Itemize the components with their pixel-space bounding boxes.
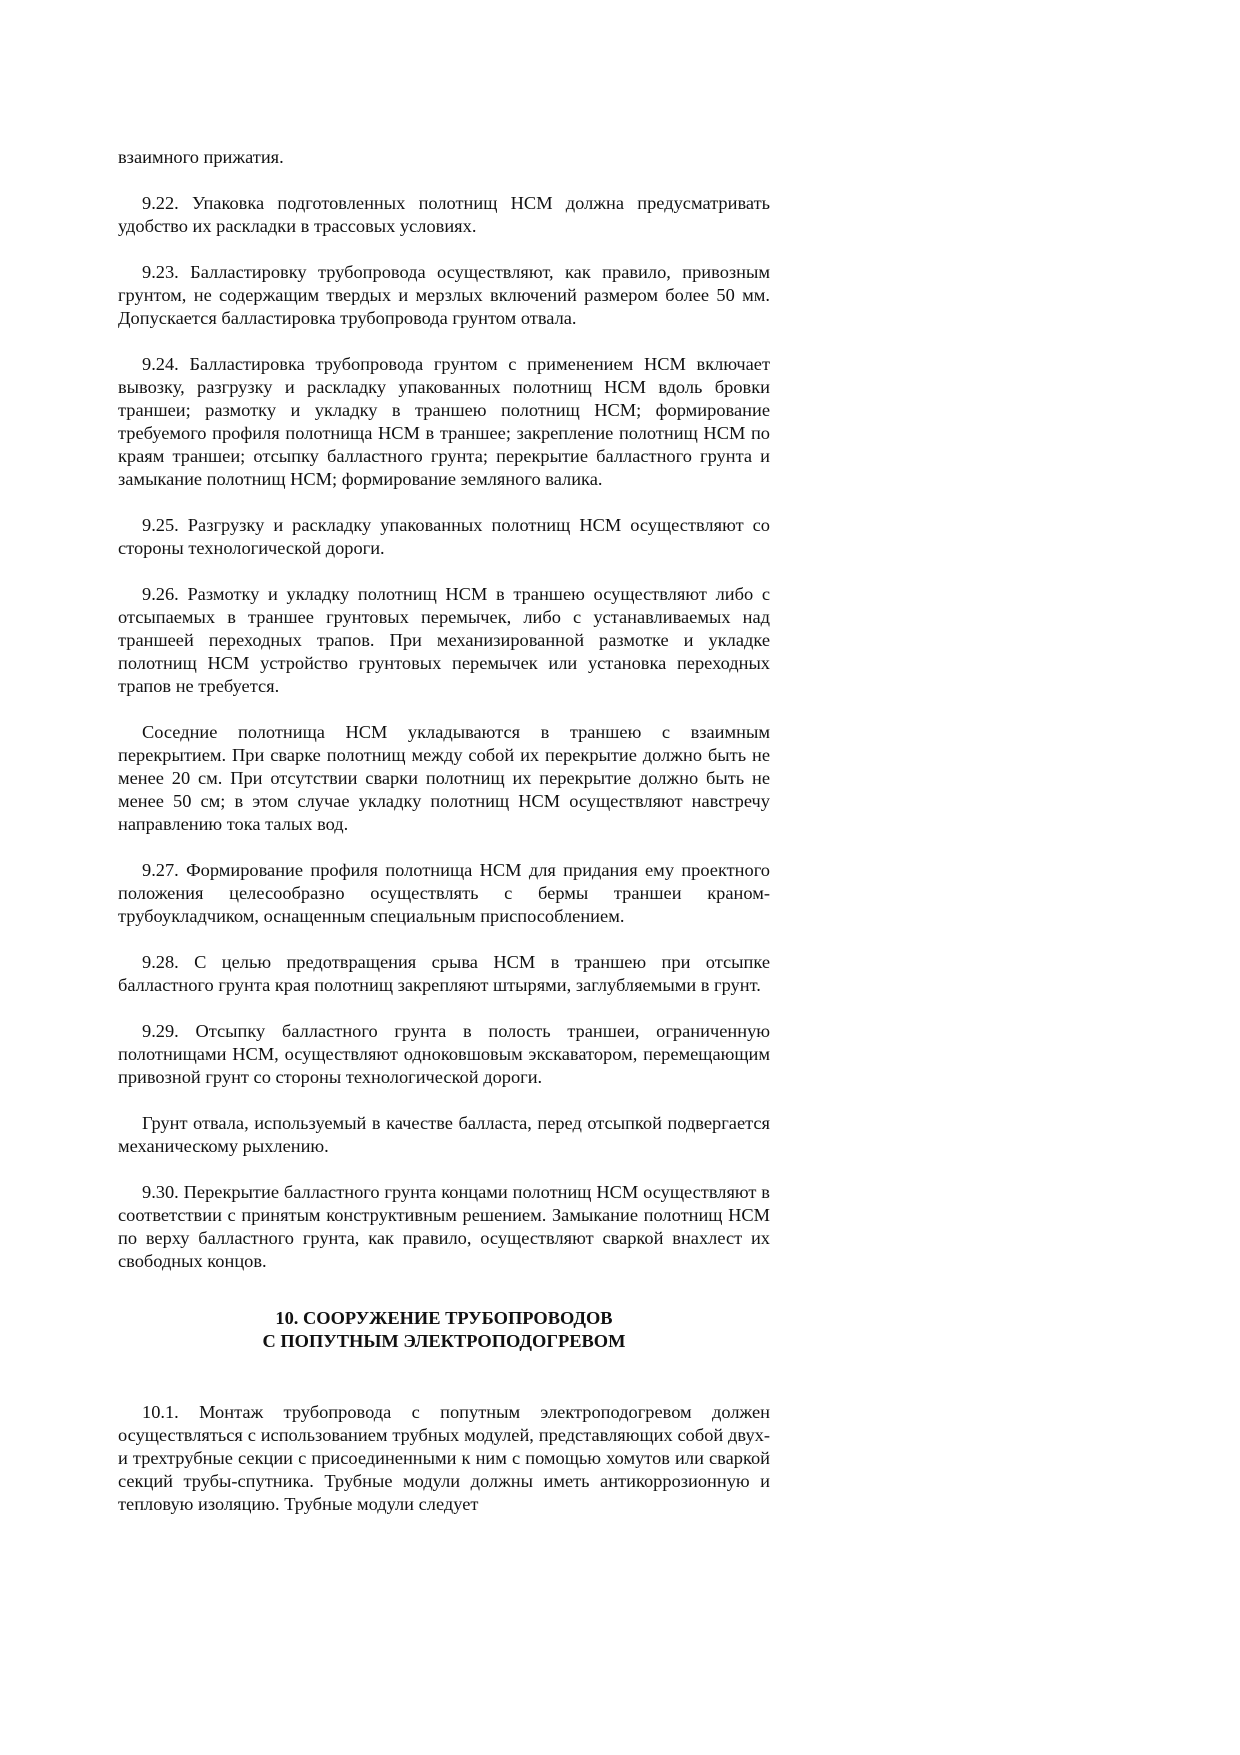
paragraph-9-29: 9.29. Отсыпку балластного грунта в полость траншеи, ограниченную полотнищами НСМ, осуществляют одноковшовым экскаватором, перемещающим привозной грунт со стороны технологической дороги. bbox=[118, 1021, 770, 1087]
paragraph-9-22: 9.22. Упаковка подготовленных полотнищ НСМ должна предусматривать удобство их раскладки в трассовых условиях. bbox=[118, 193, 770, 236]
paragraph-9-26: 9.26. Размотку и укладку полотнищ НСМ в траншею осуществляют либо с отсыпаемых в траншее грунтовых перемычек, либо с устанавливаемых над траншеей переходных трапов. При механизированной размотке и укладке полотнищ НСМ устройство грунтовых перемычек или установка переходных трапов не требуется. bbox=[118, 584, 770, 696]
section-heading bbox=[118, 1307, 770, 1353]
paragraph-9-25: 9.25. Разгрузку и раскладку упакованных полотнищ НСМ осуществляют со стороны технологической дороги. bbox=[118, 515, 770, 558]
paragraph-9-23: 9.23. Балластировку трубопровода осуществляют, как правило, привозным грунтом, не содержащим твердых и мерзлых включений размером более 50 мм. Допускается балластировка трубопровода грунтом отвала. bbox=[118, 262, 770, 328]
paragraph-9-27: 9.27. Формирование профиля полотнища НСМ для придания ему проектного положения целесообразно осуществлять с бермы траншеи краном-трубоукладчиком, оснащенным специальным приспособлением. bbox=[118, 860, 770, 926]
paragraph-10-1: 10.1. Монтаж трубопровода с попутным электроподогревом должен осуществляться с использованием трубных модулей, представляющих собой двух- и трехтрубные секции с присоединенными к ним с помощью хомутов или сваркой секций трубы-спутника. Трубные модули должны иметь антикоррозионную и тепловую изоляцию. Трубные модули следует bbox=[118, 1402, 770, 1514]
paragraph-ballast-soil: Грунт отвала, используемый в качестве балласта, перед отсыпкой подвергается механическому рыхлению. bbox=[118, 1113, 770, 1156]
paragraph-9-30: 9.30. Перекрытие балластного грунта концами полотнищ НСМ осуществляют в соответствии с принятым конструктивным решением. Замыкание полотнищ НСМ по верху балластного грунта, как правило, осуществляют сваркой внахлест их свободных концов. bbox=[118, 1182, 770, 1271]
paragraph-9-24: 9.24. Балластировка трубопровода грунтом с применением НСМ включает вывозку, разгрузку и раскладку упакованных полотнищ НСМ вдоль бровки траншеи; размотку и укладку в траншею полотнищ НСМ; формирование требуемого профиля полотнища НСМ в траншее; закрепление полотнищ НСМ по краям траншеи; отсыпку балластного грунта; перекрытие балластного грунта и замыкание полотнищ НСМ; формирование земляного валика. bbox=[118, 354, 770, 489]
paragraph-9-28: 9.28. С целью предотвращения срыва НСМ в траншею при отсыпке балластного грунта края полотнищ закрепляют штырями, заглубляемыми в грунт. bbox=[118, 952, 770, 995]
paragraph-continuation: взаимного прижатия. bbox=[118, 147, 284, 167]
section-heading-line-2: С ПОПУТНЫМ ЭЛЕКТРОПОДОГРЕВОМ bbox=[262, 1331, 626, 1351]
section-heading-line-1: 10. СООРУЖЕНИЕ ТРУБОПРОВОДОВ bbox=[275, 1308, 613, 1328]
paragraph-overlap: Соседние полотнища НСМ укладываются в траншею с взаимным перекрытием. При сварке полотнищ между собой их перекрытие должно быть не менее 20 см. При отсутствии сварки полотнищ их перекрытие должно быть не менее 50 см; в этом случае укладку полотнищ НСМ осуществляют навстречу направлению тока талых вод. bbox=[118, 722, 770, 834]
document-page bbox=[118, 146, 770, 1539]
